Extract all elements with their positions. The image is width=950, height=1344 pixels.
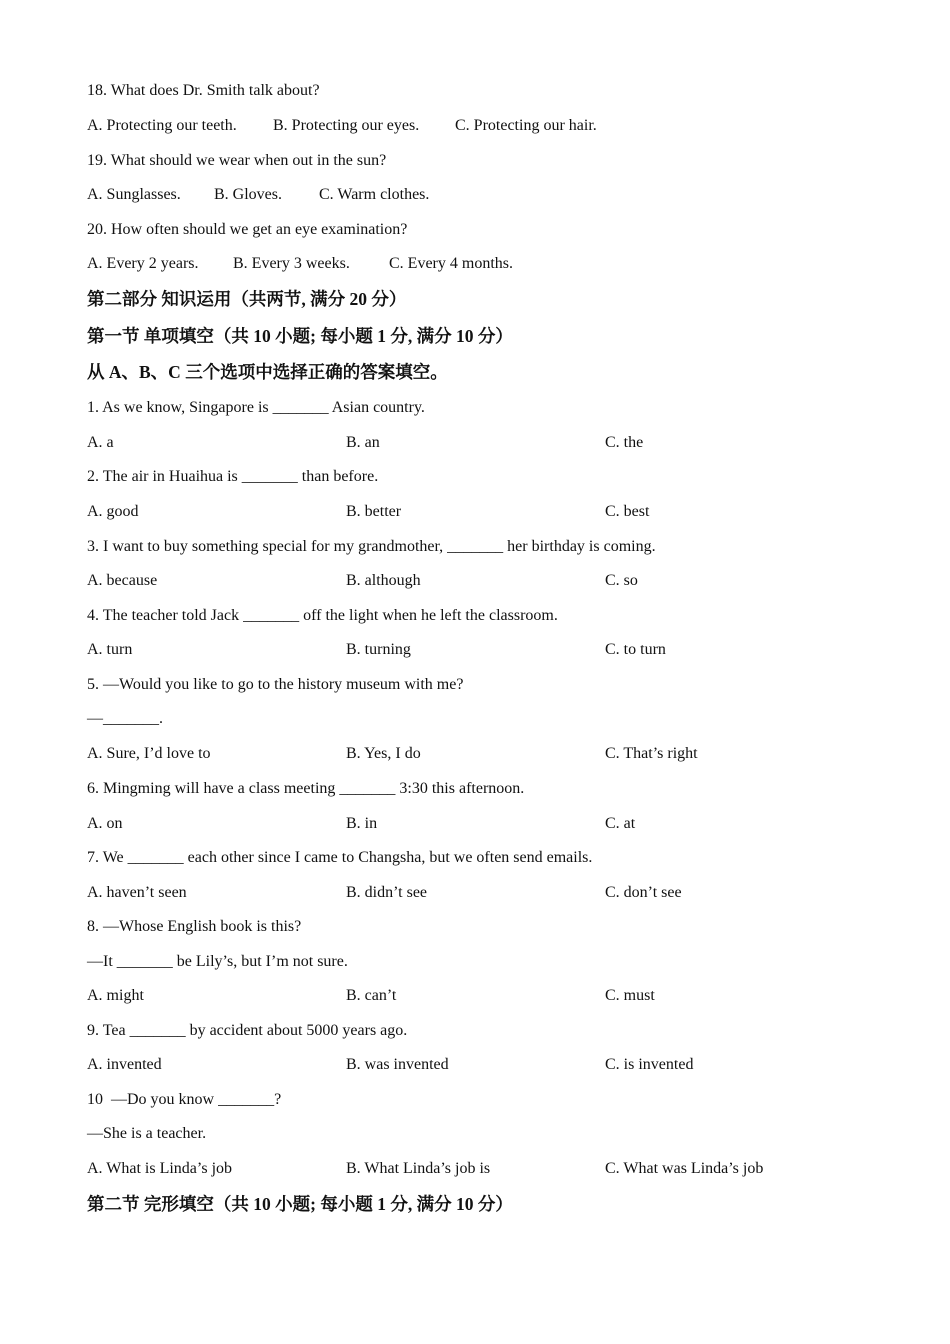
section-heading: 第一节 单项填空（共 10 小题; 每小题 1 分, 满分 10 分） [87, 326, 513, 346]
option-a: A. good [87, 503, 139, 520]
dialogue-response: —_______. [87, 710, 163, 727]
option-c: C. Every 4 months. [389, 255, 513, 272]
option-c: C. don’t see [605, 884, 682, 901]
option-b: B. Every 3 weeks. [233, 255, 350, 272]
question-text: 9. Tea _______ by accident about 5000 years ago. [87, 1022, 408, 1039]
question-text: 1. As we know, Singapore is _______ Asian country. [87, 399, 425, 416]
option-a: A. turn [87, 641, 133, 658]
option-b: B. didn’t see [346, 884, 428, 901]
option-a: A. Every 2 years. [87, 255, 199, 272]
option-a: A. Sure, I’d love to [87, 745, 211, 762]
question-text: 8. —Whose English book is this? [87, 918, 302, 935]
option-b: B. Protecting our eyes. [273, 117, 420, 134]
option-c: C. so [605, 572, 638, 589]
option-b: B. turning [346, 641, 411, 658]
option-c: C. must [605, 987, 655, 1004]
question-text: 3. I want to buy something special for my grandmother, _______ her birthday is coming. [87, 538, 656, 555]
option-b: B. in [346, 815, 378, 832]
option-c: C. Protecting our hair. [455, 117, 597, 134]
question-text: 20. How often should we get an eye examination? [87, 221, 408, 238]
option-a: A. because [87, 572, 158, 589]
part-heading: 第二部分 知识运用（共两节, 满分 20 分） [87, 289, 407, 309]
option-c: C. to turn [605, 641, 666, 658]
question-text: 10 —Do you know _______? [87, 1091, 282, 1108]
answer-options [87, 254, 513, 274]
option-c: C. at [605, 815, 636, 832]
option-b: B. Gloves. [214, 186, 282, 203]
option-c: C. is invented [605, 1056, 694, 1073]
option-a: A. invented [87, 1056, 162, 1073]
option-b: B. can’t [346, 987, 397, 1004]
question-text: 4. The teacher told Jack _______ off the light when he left the classroom. [87, 607, 558, 624]
option-c: C. That’s right [605, 745, 698, 762]
option-b: B. What Linda’s job is [346, 1160, 491, 1177]
option-c: C. Warm clothes. [319, 186, 430, 203]
question-text: 6. Mingming will have a class meeting _______ 3:30 this afternoon. [87, 780, 525, 797]
option-a: A. Sunglasses. [87, 186, 181, 203]
option-c: C. What was Linda’s job [605, 1160, 764, 1177]
question-text: 19. What should we wear when out in the sun? [87, 152, 387, 169]
answer-options [87, 116, 597, 136]
question-text: 7. We _______ each other since I came to Changsha, but we often send emails. [87, 849, 593, 866]
option-b: B. an [346, 434, 380, 451]
option-b: B. better [346, 503, 402, 520]
section-instruction: 从 A、B、C 三个选项中选择正确的答案填空。 [87, 362, 448, 382]
option-b: B. Yes, I do [346, 745, 421, 762]
dialogue-response: —She is a teacher. [87, 1125, 207, 1142]
option-c: C. best [605, 503, 650, 520]
option-a: A. Protecting our teeth. [87, 117, 237, 134]
option-b: B. was invented [346, 1056, 449, 1073]
section-heading: 第二节 完形填空（共 10 小题; 每小题 1 分, 满分 10 分） [87, 1194, 513, 1214]
question-text: 5. —Would you like to go to the history museum with me? [87, 676, 464, 693]
option-b: B. although [346, 572, 421, 589]
option-a: A. might [87, 987, 144, 1004]
answer-options [87, 185, 429, 205]
question-text: 2. The air in Huaihua is _______ than before. [87, 468, 379, 485]
dialogue-response: —It _______ be Lily’s, but I’m not sure. [87, 953, 348, 970]
option-a: A. on [87, 815, 123, 832]
question-text: 18. What does Dr. Smith talk about? [87, 82, 320, 99]
option-a: A. a [87, 434, 114, 451]
option-a: A. haven’t seen [87, 884, 187, 901]
option-c: C. the [605, 434, 644, 451]
option-a: A. What is Linda’s job [87, 1160, 233, 1177]
